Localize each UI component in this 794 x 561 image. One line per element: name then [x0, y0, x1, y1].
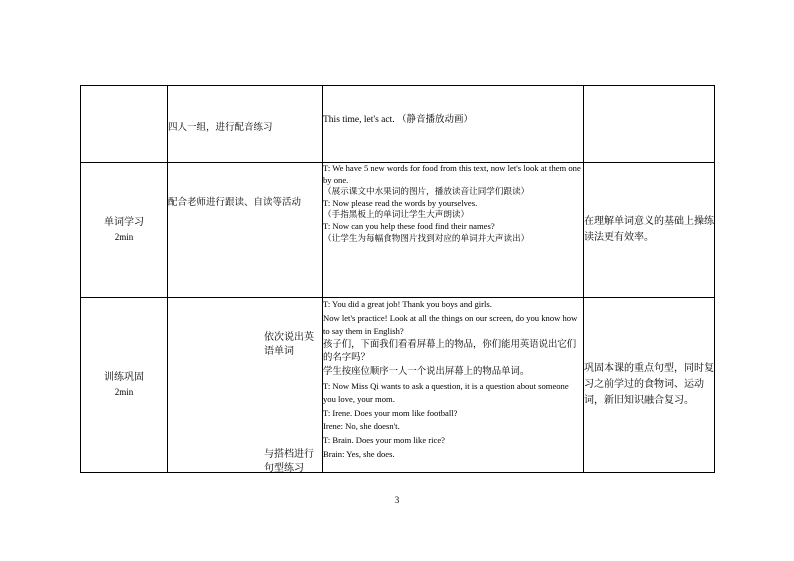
design-intent-cell [584, 298, 715, 473]
teacher-line: This time, let's act. （静音播放动画） [323, 115, 474, 126]
student-activity: 依次说出英语单词 [264, 332, 314, 357]
teacher-line: T: Now Miss Qi wants to ask a question, it is a question about someone you love, your mom. [323, 380, 569, 405]
student-activity: 与搭档进行句型练习 [264, 449, 314, 474]
teacher-line: T: Irene. Does your mom like football? [323, 407, 458, 418]
stage-cell [81, 163, 168, 298]
teacher-line: 孩子们，下面我们看看屏幕上的物品，你们能用英语说出它们的名字吗？ [323, 339, 577, 364]
design-intent: 巩固本课的重点句型，同时复习之前学过的食物词、运动词，新旧知识融合复习。 [584, 363, 714, 406]
student-activity: 配合老师进行跟读、自读等活动 [168, 198, 302, 208]
teacher-line: Brain: Yes, she does. [323, 448, 395, 459]
table-row [81, 298, 715, 473]
teacher-line: （展示课文中水果词的图片，播放读音让同学们跟读） [323, 186, 530, 197]
teacher-activity-cell [323, 163, 584, 298]
stage-duration: 2min [114, 387, 134, 397]
stage-label: 训练巩固 [104, 372, 144, 383]
teacher-activity-cell [323, 298, 584, 473]
teacher-line: T: Brain. Does your mom like rice? [323, 434, 445, 445]
teacher-line: Now let's practice! Look at all the things on our screen, do you know how to say them in English? [323, 312, 578, 337]
teacher-line: T: Now can you help these food find their names? [323, 220, 495, 231]
teacher-line: T: We have 5 new words for food from this text, now let's look at them one by one. [323, 163, 581, 185]
teacher-line: T: You did a great job! Thank you boys and girls. [323, 299, 492, 309]
teacher-activity-cell [323, 86, 584, 163]
stage-duration: 2min [114, 232, 134, 242]
student-activity-cell [168, 298, 323, 473]
student-activity-cell [168, 86, 323, 163]
student-activity: 四人一组，进行配音练习 [168, 123, 273, 133]
teacher-line: 学生按座位顺序一人一个说出屏幕上的物品单词。 [323, 366, 530, 377]
stage-label: 单词学习 [104, 217, 144, 228]
lesson-plan-table [80, 85, 715, 473]
design-intent-cell [584, 163, 715, 298]
stage-cell [81, 298, 168, 473]
teacher-line: （让学生为每幅食物图片找到对应的单词并大声读出） [323, 232, 530, 243]
teacher-line: Irene: No, she doesn't. [323, 421, 400, 432]
table-row [81, 163, 715, 298]
design-intent-cell [584, 86, 715, 163]
design-intent: 在理解单词意义的基础上操练读法更有效率。 [584, 216, 714, 243]
teacher-line: （手指黑板上的单词让学生大声朗读） [323, 209, 470, 220]
page-number: 3 [394, 495, 400, 505]
teacher-line: T: Now please read the words by yourselves. [323, 197, 478, 208]
stage-cell [81, 86, 168, 163]
student-activity-cell [168, 163, 323, 298]
table-row [81, 86, 715, 163]
